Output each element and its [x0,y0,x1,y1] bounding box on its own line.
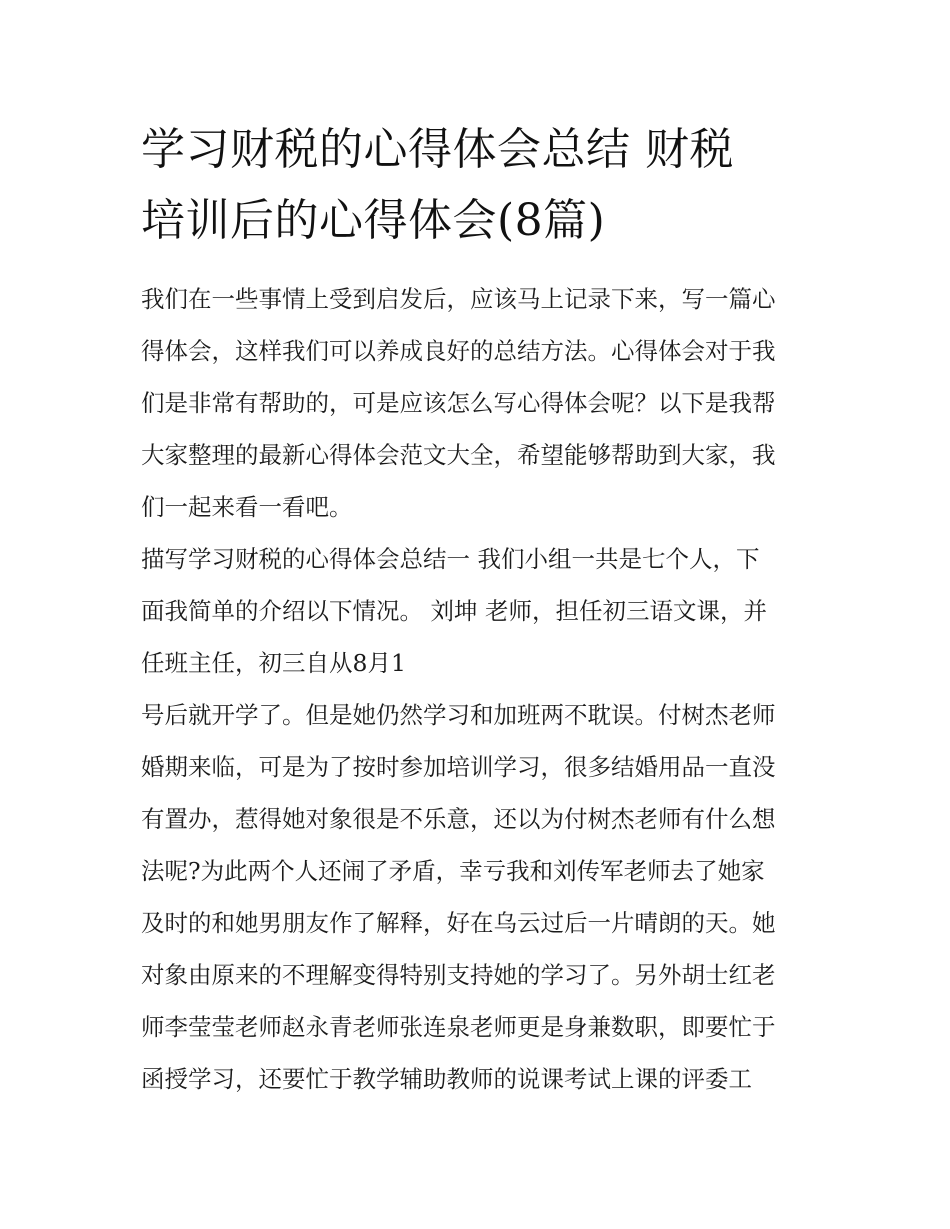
title-line: 培训后的心得体会(8篇) [141,195,606,246]
text-line: 函授学习，还要忙于教学辅助教师的说课考试上课的评委工 [141,1065,752,1093]
text-line: 有置办，惹得她对象很是不乐意，还以为付树杰老师有什么想 [141,805,776,833]
document-title [141,114,811,256]
text-line: 们是非常有帮助的，可是应该怎么写心得体会呢？以下是我帮 [141,389,776,417]
section-paragraph [141,533,811,689]
text-line: 我们在一些事情上受到启发后，应该马上记录下来，写一篇心 [141,285,776,313]
text-line: 面我简单的介绍以下情况。 刘坤 老师，担任初三语文课，并 [141,597,767,625]
text-line: 描写学习财税的心得体会总结一 我们小组一共是七个人，下 [141,545,760,573]
text-line: 及时的和她男朋友作了解释，好在乌云过后一片晴朗的天。她 [141,909,776,937]
text-line: 婚期来临，可是为了按时参加培训学习，很多结婚用品一直没 [141,753,776,781]
text-line: 法呢?为此两个人还闹了矛盾，幸亏我和刘传军老师去了她家 [141,857,765,885]
text-line: 对象由原来的不理解变得特别支持她的学习了。另外胡士红老 [141,961,776,989]
text-line: 大家整理的最新心得体会范文大全，希望能够帮助到大家，我 [141,441,776,469]
text-line: 师李莹莹老师赵永青老师张连泉老师更是身兼数职，即要忙于 [141,1013,776,1041]
document-content [141,114,811,1105]
body-paragraph [141,689,811,1105]
intro-paragraph [141,273,811,533]
text-line: 们一起来看一看吧。 [141,493,353,521]
text-line: 得体会，这样我们可以养成良好的总结方法。心得体会对于我 [141,337,776,365]
text-line: 号后就开学了。但是她仍然学习和加班两不耽误。付树杰老师 [141,701,776,729]
title-line: 学习财税的心得体会总结 财税 [141,124,734,175]
text-line: 任班主任，初三自从8月1 [141,649,406,677]
